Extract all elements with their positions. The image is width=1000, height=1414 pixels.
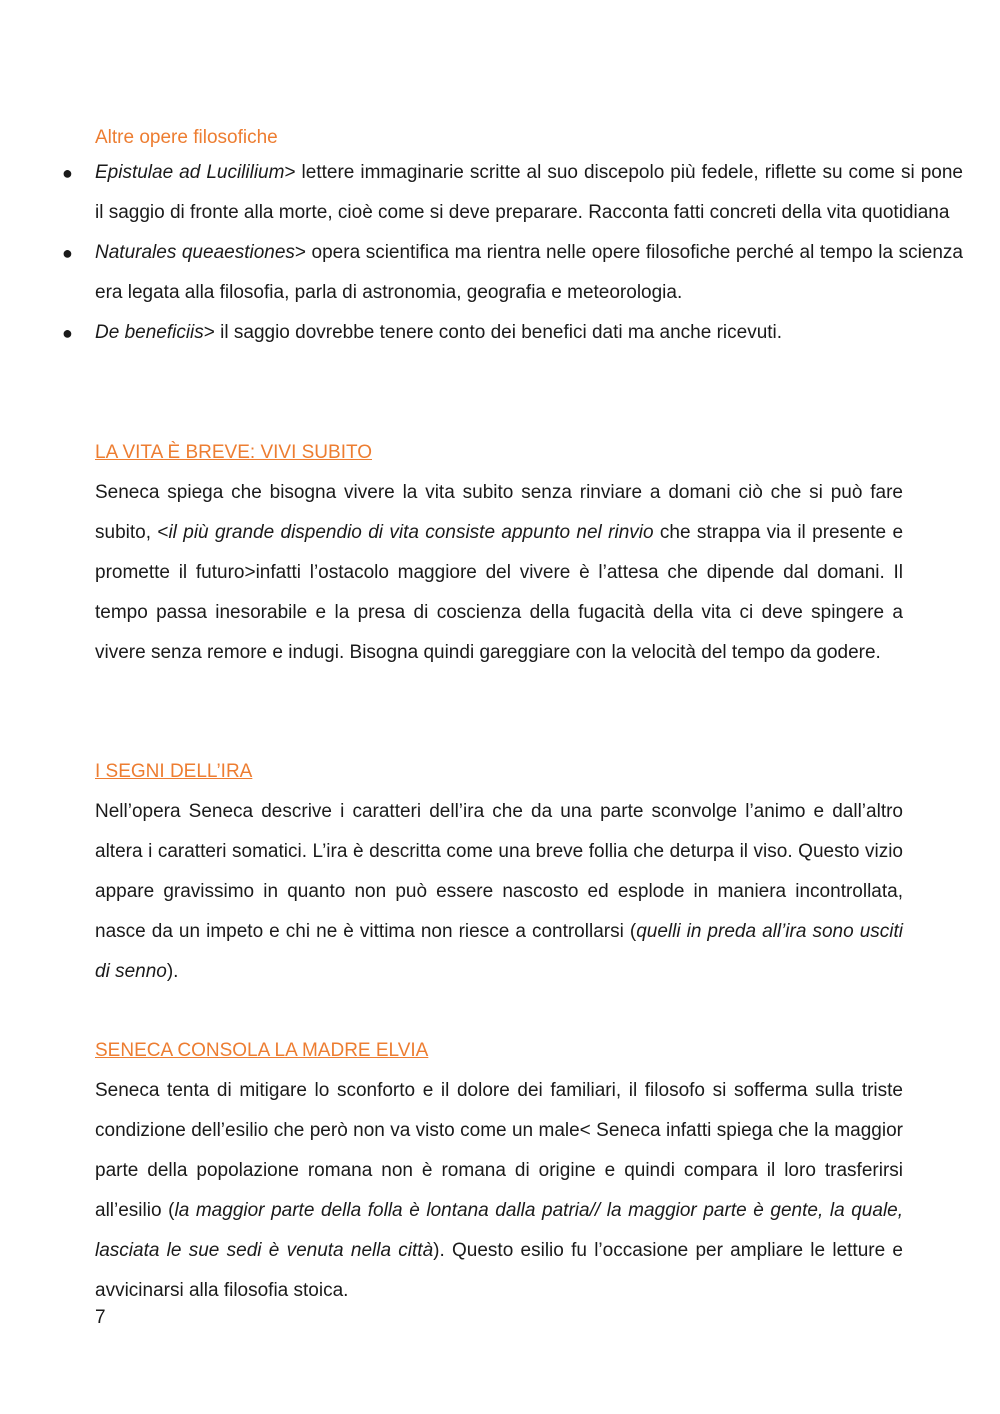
- body-text: ). Questo esilio fu l’occasione per ampliare le letture e avvicinarsi alla filosofia stoica.: [95, 1240, 903, 1301]
- section-body: [95, 473, 903, 673]
- work-description: > opera scientifica ma rientra nelle opere filosofiche perché al tempo la scienza era legata alla filosofia, parla di astronomia, geografia e meteorologia.: [95, 242, 963, 303]
- list-item: [62, 233, 963, 313]
- body-text: che strappa via il presente e promette il futuro>infatti l’ostacolo maggiore del vivere è l’attesa che dipende dal domani. Il tempo passa inesorabile e la presa di coscienza della fugacità della vita ci deve spingere a vivere senza remore e indugi. Bisogna quindi gareggiare con la velocità del tempo da godere.: [95, 522, 904, 663]
- work-description: > lettere immaginarie scritte al suo discepolo più fedele, riflette su come si pone il saggio di fronte alla morte, cioè come si deve preparare. Racconta fatti concreti della vita quotidiana: [95, 162, 963, 223]
- list-item: [62, 313, 963, 353]
- bullet-icon: ●: [62, 163, 73, 183]
- section-title: LA VITA È BREVE: VIVI SUBITO: [95, 442, 373, 463]
- section-segni-ira: [95, 752, 903, 992]
- work-title: Naturales queaestiones: [95, 242, 295, 263]
- section-madre-elvia: [95, 1031, 903, 1311]
- intro-heading: Altre opere filosofiche: [95, 127, 278, 148]
- body-text: ).: [166, 961, 179, 982]
- works-list: [62, 153, 963, 353]
- work-title: Epistulae ad Lucililium: [95, 162, 285, 183]
- section-title: I SEGNI DELL’IRA: [95, 761, 253, 782]
- work-title: De beneficiis: [95, 322, 204, 343]
- work-description: > il saggio dovrebbe tenere conto dei benefici dati ma anche ricevuti.: [203, 322, 783, 343]
- body-text: Nell’opera Seneca descrive i caratteri dell’ira che da una parte sconvolge l’animo e dall’altro altera i caratteri somatici. L’ira è descritta come una breve follia che deturpa il viso. Questo vizio appare gravissimo in quanto non può essere nascosto ed esplode in maniera incontrollata, nasce da un impeto e chi ne è vittima non riesce a controllarsi (: [95, 801, 903, 942]
- quote-text: la maggior parte della folla è lontana dalla patria// la maggior parte è gente, la quale, lasciata le sue sedi è venuta nella città: [95, 1200, 904, 1261]
- body-text: Seneca spiega che bisogna vivere la vita subito senza rinviare a domani ciò che si può fare subito, <: [95, 482, 903, 543]
- list-item: [62, 153, 963, 233]
- page-number: 7: [95, 1307, 106, 1328]
- section-title: SENECA CONSOLA LA MADRE ELVIA: [95, 1040, 429, 1061]
- bullet-icon: ●: [62, 243, 73, 263]
- section-vita-breve: [95, 433, 903, 673]
- section-body: [95, 792, 903, 992]
- quote-text: quelli in preda all’ira sono usciti di senno: [95, 921, 903, 982]
- section-body: [95, 1071, 903, 1311]
- body-text: Seneca tenta di mitigare lo sconforto e il dolore dei familiari, il filosofo si sofferma sulla triste condizione dell’esilio che però non va visto come un male< Seneca infatti spiega che la maggior parte della popolazione romana non è romana di origine e quindi compara il loro trasferirsi all’esilio (: [95, 1080, 903, 1221]
- bullet-icon: ●: [62, 323, 73, 343]
- quote-text: il più grande dispendio di vita consiste appunto nel rinvio: [168, 522, 654, 543]
